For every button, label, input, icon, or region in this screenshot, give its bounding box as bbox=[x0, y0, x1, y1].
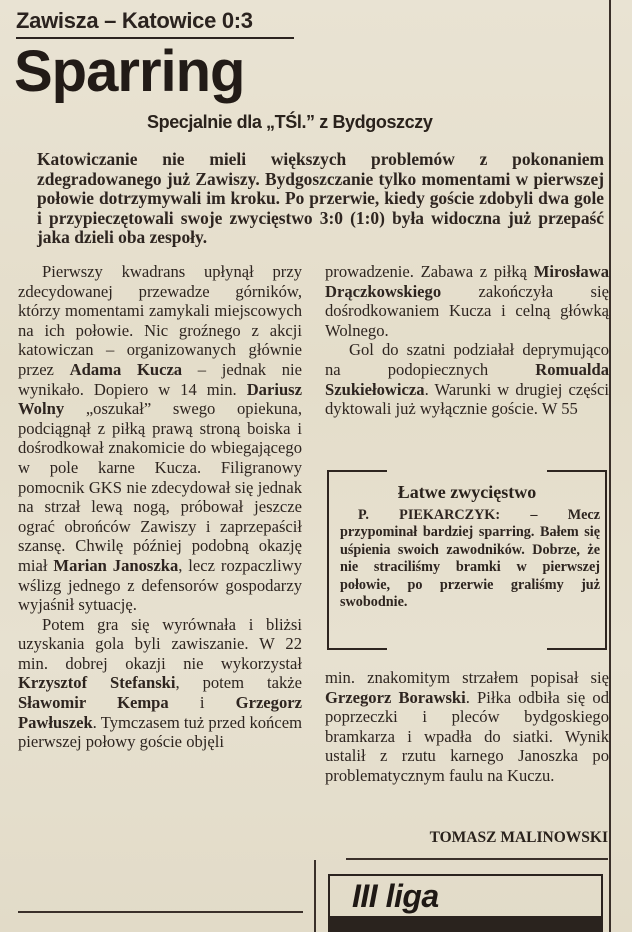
paragraph bbox=[18, 262, 302, 615]
person-name: Krzysztof Stefanski bbox=[18, 673, 176, 693]
text: i bbox=[168, 693, 236, 713]
text: Pierwszy kwadrans upłynął przy zdecydowanej przewadze górników, którzy momentami zamykali miejscowych na ich połowie. Nic groźnego z akcji katowiczan – organizowanych głównie przez bbox=[18, 262, 302, 379]
lead-paragraph: Katowiczanie nie mieli większych problemów z pokonaniem zdegradowanego już Zawiszy. Bydgoszczanie tylko momentami w pierwszej połowie dotrzymywali im kroku. Po przerwie, kiedy goście zdobyli dwa gole i przypieczętowali swoje zwycięstwo 3:0 (1:0) była widoczna już przepaść jaka dzieli oba zespoły. bbox=[37, 149, 604, 248]
quote-box bbox=[327, 470, 607, 650]
column-rule-lower bbox=[314, 860, 316, 932]
paragraph bbox=[325, 668, 609, 786]
article-headline: Sparring bbox=[14, 39, 245, 104]
person-name: Adama Kucza bbox=[69, 359, 183, 379]
text: prowadzenie. Zabawa z piłką bbox=[325, 262, 534, 281]
quote-paragraph: P. PIEKARCZYK: – Mecz przypominał bardziej sparring. Bałem się uśpienia swoich zawodników. Dobrze, że nie straciliśmy bramki w pierwszej połowie, po przerwie graliśmy już swobodnie. bbox=[340, 507, 600, 611]
text: , potem także bbox=[175, 673, 302, 693]
article-byline: TOMASZ MALINOWSKI bbox=[429, 829, 608, 846]
article-kicker: Zawisza – Katowice 0:3 bbox=[16, 8, 253, 33]
article-column-right-bottom bbox=[325, 668, 609, 786]
person-name: Marian Janoszka bbox=[53, 555, 179, 575]
text: Potem gra się wyrównała i bliżsi uzyskania gola byli zawiszanie. W 22 min. dobrej okazji nie wykorzystał bbox=[18, 614, 302, 673]
text: zakończyła się dośrodkowaniem Kucza i celną główką Wolnego. bbox=[325, 281, 609, 340]
left-column-end-rule bbox=[18, 911, 303, 913]
text: min. znakomitym strzałem popisał się bbox=[325, 668, 609, 687]
paragraph bbox=[325, 262, 609, 340]
text: . Piłka odbiła się od poprzeczki i pleców bydgoskiego bramkarza i wpadła do siatki. Wynik ustalił z rzutu karnego Janoszka po problematycznym faulu na Kuczu. bbox=[325, 687, 609, 785]
paragraph bbox=[325, 340, 609, 418]
section-header-box bbox=[328, 874, 603, 916]
column-rule-right bbox=[609, 0, 611, 932]
article-column-left bbox=[18, 262, 302, 752]
section-header-band bbox=[328, 916, 603, 932]
person-name: Grzegorz Borawski bbox=[325, 687, 466, 707]
person-name: Romualda Szukiełowicza bbox=[325, 359, 609, 399]
box-corner bbox=[547, 470, 607, 472]
text: Gol do szatni podziałał deprymująco na podopiecznych bbox=[325, 340, 609, 379]
text: . Warunki w drugiej części dyktowali już wyłącznie goście. W 55 bbox=[325, 379, 609, 419]
text: . Tymczasem tuż przed końcem pierwszej połowy goście objęli bbox=[18, 712, 302, 752]
paragraph bbox=[18, 615, 302, 752]
box-corner bbox=[327, 470, 387, 472]
article-lead bbox=[37, 150, 604, 248]
article-subheadline: Specjalnie dla „TŚl.” z Bydgoszczy bbox=[147, 112, 433, 132]
section-title: III liga bbox=[352, 878, 439, 914]
box-corner bbox=[547, 648, 607, 650]
byline-rule bbox=[346, 858, 608, 860]
article-column-right-top bbox=[325, 262, 609, 419]
box-corner bbox=[327, 648, 387, 650]
quote-box-text bbox=[340, 507, 600, 611]
text: „oszukał” swego opiekuna, podciągnął z piłką prawą stroną boiska i dośrodkował znakomicie do wbiegającego w pole karne Kucza. Filigranowy pomocnik GKS nie zdecydował się jednak na strzał lewą nogą, próbował jeszcze ograć obrońców Zawiszy i zaprzepaścił szansę. Chwilę później podobną okazję miał bbox=[18, 399, 302, 575]
person-name: Mirosława Drączkowskiego bbox=[325, 262, 609, 301]
text: – jednak nie wynikało. Dopiero w 14 min. bbox=[18, 359, 302, 399]
person-name: Dariusz Wolny bbox=[18, 379, 302, 419]
person-name: Grzegorz Pawłuszek bbox=[18, 693, 302, 732]
person-name: Sławomir Kempa bbox=[18, 693, 169, 713]
quote-box-title: Łatwe zwycięstwo bbox=[397, 482, 537, 502]
text: , lecz rozpaczliwy wślizg jednego z defensorów gospodarzy wyjaśnił sytuację. bbox=[18, 555, 302, 615]
